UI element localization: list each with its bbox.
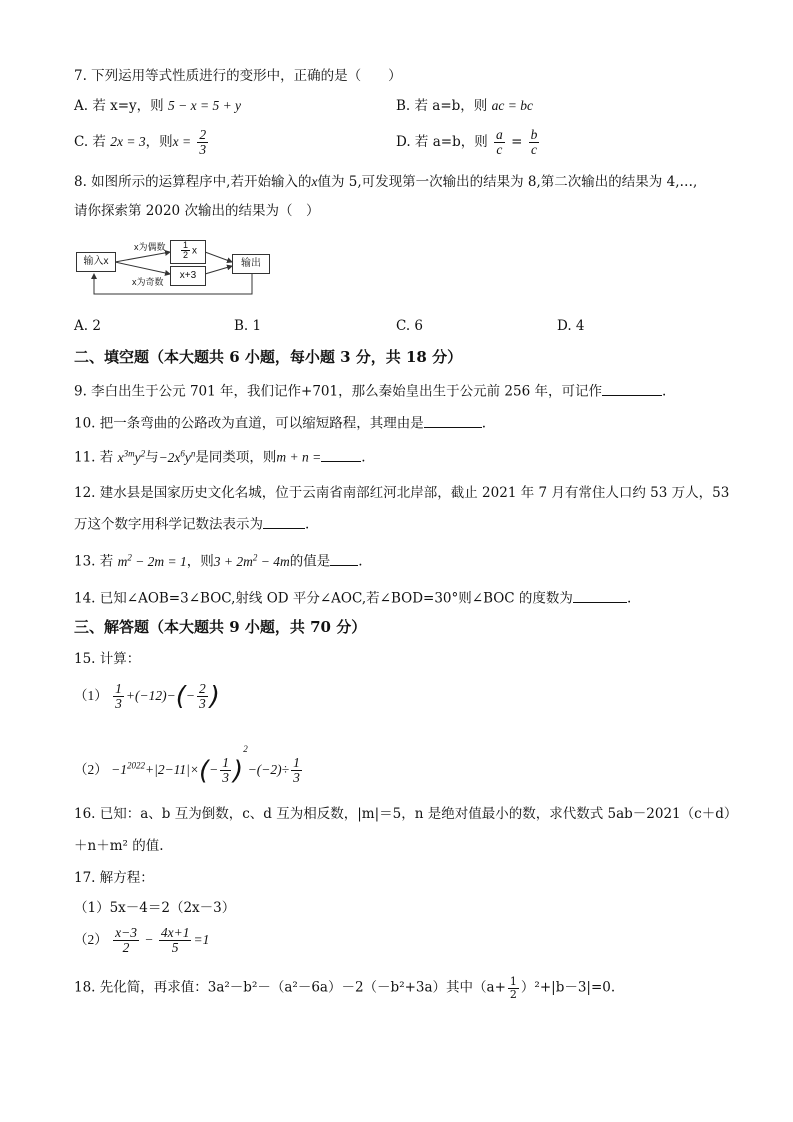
section-solve-heading: 三、解答题（本大题共 9 小题，共 70 分） [74, 618, 367, 636]
q18: 18. 先化简，再求值：3a²－b²－（a²－6a）－2（－b²+3a）其中（a+ $\frac{1}{2}$ ）²+|b－3|=0. [74, 975, 616, 1001]
q11-answer-blank[interactable] [321, 447, 361, 462]
q17-part1: （1）5x－4＝2（2x－3） [74, 900, 236, 916]
q14: 14. 已知∠AOB=3∠BOC,射线 OD 平分∠AOC,若∠BOD=30°则∠BOC 的度数为 . [74, 588, 631, 607]
q7-option-a[interactable]: A. 若 x=y，则 5 − x = 5 + y [74, 98, 242, 114]
section-fill-in-heading: 二、填空题（本大题共 6 小题，每小题 3 分，共 18 分） [74, 348, 463, 366]
q17-part2: （2） $\frac{x-3}{2}$ − $\frac{4x+1}{5}$ =1 [74, 925, 210, 956]
q8-option-b[interactable]: B. 1 [234, 318, 262, 334]
q15-title: 15. 计算： [74, 651, 141, 667]
q8-stem-line2: 请你探索第 2020 次输出的结果为（ ） [74, 203, 320, 219]
flow-input-box: 输入x [76, 252, 116, 272]
flow-plus3-box: x+3 [170, 266, 206, 286]
q7-stem: 7. 下列运用等式性质进行的变形中，正确的是（ ） [74, 68, 402, 84]
q8-option-c[interactable]: C. 6 [396, 318, 424, 334]
q13-answer-blank[interactable] [330, 551, 358, 566]
q12-answer-blank[interactable] [263, 514, 305, 529]
q16-line1: 16. 已知：a、b 互为倒数，c、d 互为相反数，|m|＝5，n 是绝对值最小的数，求代数式 5ab－2021（c＋d） [74, 806, 738, 822]
q10-answer-blank[interactable] [424, 413, 482, 428]
q9: 9. 李白出生于公元 701 年，我们记作+701，那么秦始皇出生于公元前 256 年，可记作 . [74, 381, 666, 400]
q7-option-d[interactable]: D. 若 a=b，则 $\frac{a}{c}$ = $\frac{b}{c}$ [396, 127, 538, 158]
q16-line2: ＋n＋m² 的值. [74, 838, 164, 854]
q17-title: 17. 解方程： [74, 870, 154, 886]
q9-answer-blank[interactable] [602, 381, 662, 396]
q8-option-d[interactable]: D. 4 [557, 318, 585, 334]
q7-option-c[interactable]: C. 若 2x = 3，则x = $\frac{2}{3}$ [74, 127, 207, 158]
q15-part2: $(2) -1^{2022}+|2-11|\times(-$ $\frac{1}{3}$ )$^2$−(−2)÷ $\frac{1}{3}$ [74, 744, 300, 786]
q11: 11. 若 $x^{3m}y^2$与$-2x^6y^n$是同类项，则m + n = . [74, 448, 366, 466]
q10: 10. 把一条弯曲的公路改为直道，可以缩短路程，其理由是 . [74, 413, 486, 432]
flow-even-label: x为偶数 [134, 242, 166, 252]
q8-flowchart [72, 236, 287, 300]
flow-half-box: $\frac{1}{2}$ x [170, 240, 206, 264]
q12-line2: 万这个数字用科学记数法表示为 . [74, 514, 309, 533]
flow-output-box: 输出 [232, 254, 270, 274]
q8-stem-line1: 8. 如图所示的运算程序中,若开始输入的x值为 5,可发现第一次输出的结果为 8,第二次输出的结果为 4,…, [74, 174, 698, 190]
q8-option-a[interactable]: A. 2 [74, 318, 101, 334]
q13: 13. 若 $m^2 - 2m = 1$，则$3 + 2m^2 - 4m$的值是 . [74, 552, 363, 570]
q7-option-b[interactable]: B. 若 a=b，则 ac = bc [396, 98, 533, 114]
q15-part1: （1） $\frac{1}{3}$ +(−12)−(− $\frac{2}{3}$ ) [74, 681, 220, 712]
q14-answer-blank[interactable] [573, 588, 627, 603]
flow-odd-label: x为奇数 [132, 277, 164, 287]
q12-line1: 12. 建水县是国家历史文化名城，位于云南省南部红河北岸部，截止 2021 年 7 月有常住人口约 53 万人，53 [74, 485, 730, 501]
